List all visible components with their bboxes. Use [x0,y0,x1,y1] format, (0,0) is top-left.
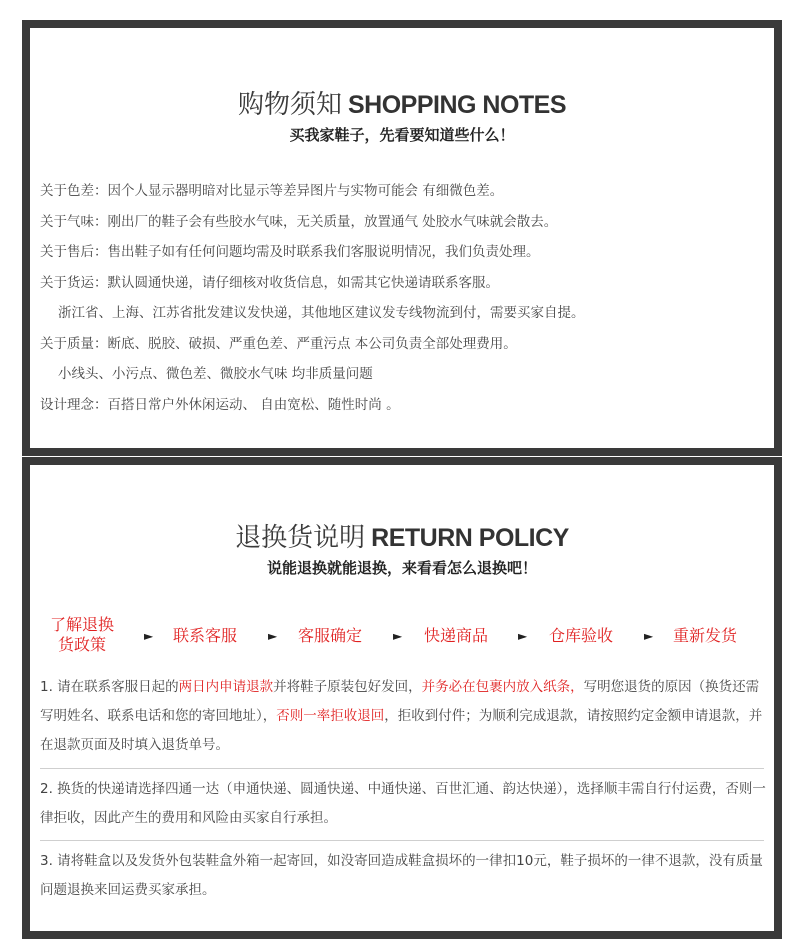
arrow-icon: ► [393,629,403,643]
note-quality: 关于质量：断底、脱胶、破损、严重色差、严重污点 本公司负责全部处理费用。 [40,335,517,352]
step-contact-service: 联系客服 [173,626,238,645]
step-warehouse-check: 仓库验收 [549,626,614,645]
policy-1-part-e: 写明您退货的原因（换货还需写明姓名、联系电话和您的寄回地址）， [40,679,760,724]
note-quality-detail: 小线头、小污点、微色差、微胶水气味 均非质量问题 [58,366,373,382]
note-smell: 关于气味：刚出厂的鞋子会有些胶水气味，无关质量，放置通气 处胶水气味就会散去。 [40,213,558,230]
return-steps [30,615,774,665]
arrow-icon: ► [644,629,654,643]
note-shipping: 关于货运：默认圆通快递，请仔细核对收货信息，如需其它快递请联系客服。 [40,274,499,291]
return-title-cn: 退换货说明 [235,523,366,553]
note-after-sales: 关于售后：售出鞋子如有任何问题均需及时联系我们客服说明情况，我们负责处理。 [40,244,540,260]
shopping-notes-title [30,84,774,121]
note-color-difference: 关于色差：因个人显示器明暗对比显示等差异图片与实物可能会 有细微色差。 [40,183,504,199]
shopping-notes-panel [22,20,782,456]
shopping-notes-list [40,176,585,420]
shopping-title-en: SHOPPING NOTES [347,91,567,119]
note-design: 设计理念：百搭日常户外休闲运动、 自由宽松、随性时尚 。 [40,396,400,413]
step-reship: 重新发货 [673,626,738,645]
arrow-icon: ► [268,629,278,643]
return-policy-panel [22,457,782,939]
step-learn-policy-line2: 货政策 [58,635,107,654]
policy-item-1 [40,673,766,760]
return-title-en: RETURN POLICY [371,524,569,552]
policy-item-3: 3. 请将鞋盒以及发货外包装鞋盒外箱一起寄回，如没寄回造成鞋盒损坏的一律扣10元，鞋子损坏的一律不退款，没有质量问题退换来回运费买家承担。 [40,853,763,898]
shopping-title-cn: 购物须知 [237,90,342,120]
policy-1-highlight-deadline: 两日内申请退款 [178,679,274,695]
policy-1-part-g: ，拒收到付件；为顺利完成退款，请按照约定金额申请退款，并在退款页面及时填入退货单号。 [40,708,763,753]
policy-1-part-a: 1. 请在联系客服日起的 [40,679,179,695]
step-learn-policy-line1: 了解退换 [50,615,115,634]
divider [40,768,764,769]
divider [40,840,764,841]
shopping-subtitle: 买我家鞋子，先看要知道些什么！ [289,126,515,144]
arrow-icon: ► [518,629,528,643]
return-policy-title [30,517,774,554]
policy-item-2: 2. 换货的快递请选择四通一达（申通快递、圆通快递、中通快递、百世汇通、韵达快递），选择顺丰需自行付运费，否则一律拒收，因此产生的费用和风险由买家自行承担。 [40,781,766,826]
policy-1-highlight-reject: 否则一率拒收退回 [276,708,385,724]
return-subtitle: 说能退换就能退换，来看看怎么退换吧！ [266,559,537,577]
step-learn-policy [50,615,114,655]
step-service-confirm: 客服确定 [298,626,363,645]
arrow-icon: ► [144,629,154,643]
policy-1-part-c: 并将鞋子原装包好发回， [273,679,422,695]
policy-1-highlight-note: 并务必在包裹内放入纸条， [421,679,584,695]
step-ship-goods: 快递商品 [424,626,489,645]
note-shipping-detail: 浙江省、上海、江苏省批发建议发快递，其他地区建议发专线物流到付，需要买家自提。 [58,305,585,321]
